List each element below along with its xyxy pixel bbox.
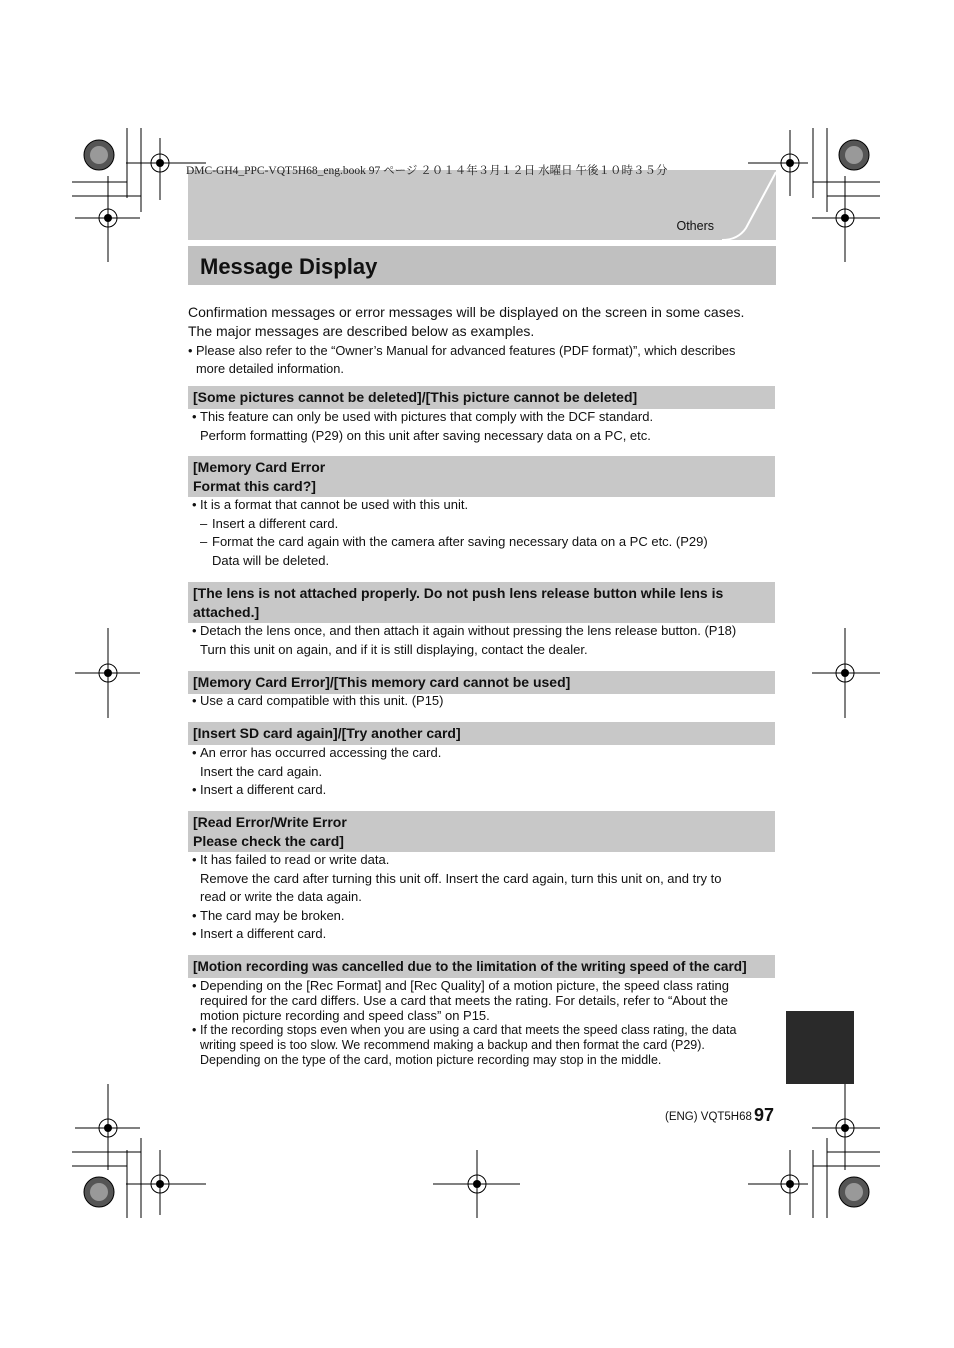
message-body-7 (192, 978, 778, 1068)
message-7-bullet-1: • Depending on the [Rec Format] and [Rec Quality] of a motion picture, the speed class rating (192, 978, 778, 993)
message-7-bullet-2-cont-2: Depending on the type of the card, motion picture recording may stop in the middle. (200, 1053, 662, 1067)
message-7-bullet-2: • If the recording stops even when you are using a card that meets the speed class rating, the data (192, 1023, 778, 1038)
note-line-1: • Please also refer to the “Owner’s Manual for advanced features (PDF format)”, which describes (188, 342, 780, 360)
message-6-bullet-1-cont-2: read or write the data again. (200, 889, 362, 904)
message-6-bullet-1-cont-1: Remove the card after turning this unit off. Insert the card again, turn this unit on, and try to (200, 870, 722, 886)
message-heading-6-line-1: [Read Error/Write Error (193, 814, 347, 830)
intro-note (188, 342, 780, 378)
message-3-bullet-1-cont: Turn this unit on again, and if it is still displaying, contact the dealer. (200, 641, 588, 657)
section-label: Others (676, 219, 714, 233)
message-heading-6-line-2: Please check the card] (193, 833, 344, 849)
intro-line-2: The major messages are described below as examples. (188, 323, 535, 339)
message-heading-2-line-2: Format this card?] (193, 478, 316, 494)
message-heading-3 (188, 582, 775, 623)
message-heading-3-line-1: [The lens is not attached properly. Do not push lens release button while lens is (193, 585, 724, 601)
page-title: Message Display (200, 254, 378, 279)
footer-model-code: (ENG) VQT5H68 (665, 1111, 752, 1123)
note-line-2: more detailed information. (196, 361, 344, 376)
message-heading-2-line-1: [Memory Card Error (193, 459, 326, 475)
message-5-bullet-1-cont: Insert the card again. (200, 763, 323, 779)
message-heading-2 (188, 456, 775, 497)
message-body-2 (192, 496, 778, 570)
chapter-side-tab (786, 1011, 854, 1084)
message-6-bullet-3: • Insert a different card. (192, 925, 778, 944)
message-2-bullet-1: • It is a format that cannot be used with this unit. (192, 496, 778, 515)
message-7-bullet-1-cont-2: motion picture recording and speed class” on P15. (200, 1008, 490, 1023)
header-corner-curve (722, 170, 778, 242)
message-7-bullet-1-cont-1: required for the card differs. Use a card that meets the rating. For details, refer to “About the (200, 993, 728, 1008)
message-body-4 (192, 692, 778, 711)
message-body-1 (192, 408, 778, 445)
message-6-bullet-1: • It has failed to read or write data. (192, 851, 778, 870)
message-heading-5: [Insert SD card again]/[Try another card] (188, 722, 775, 745)
message-5-bullet-2: • Insert a different card. (192, 781, 778, 800)
intro-line-1: Confirmation messages or error messages will be displayed on the screen in some cases. (188, 304, 745, 320)
message-heading-4: [Memory Card Error]/[This memory card cannot be used] (188, 671, 775, 694)
message-body-5 (192, 744, 778, 800)
message-7-bullet-2-cont-1: writing speed is too slow. We recommend making a backup and then format the card (P29). (200, 1038, 705, 1052)
message-4-bullet-1: • Use a card compatible with this unit. (P15) (192, 692, 778, 711)
message-5-bullet-1: • An error has occurred accessing the card. (192, 744, 778, 763)
message-2-dash-1: – Insert a different card. (192, 515, 778, 534)
page-number: 97 (754, 1105, 775, 1125)
message-body-6 (192, 851, 778, 944)
intro-text (188, 303, 780, 341)
message-2-dash-2: – Format the card again with the camera after saving necessary data on a PC etc. (P29) (192, 533, 778, 552)
message-6-bullet-2: • The card may be broken. (192, 907, 778, 926)
message-heading-7: [Motion recording was cancelled due to the limitation of the writing speed of the card] (188, 955, 775, 978)
message-heading-1: [Some pictures cannot be deleted]/[This picture cannot be deleted] (188, 386, 775, 409)
message-body-3 (192, 622, 778, 659)
message-heading-3-line-2: attached.] (193, 604, 260, 620)
file-info-header: DMC-GH4_PPC-VQT5H68_eng.book 97 ページ ２０１４年３月１２日 水曜日 午後１０時３５分 (186, 165, 668, 177)
message-2-dash-2-cont: Data will be deleted. (212, 552, 330, 568)
message-3-bullet-1: • Detach the lens once, and then attach it again without pressing the lens release button. (P18) (192, 622, 778, 641)
message-1-bullet-1: • This feature can only be used with pictures that comply with the DCF standard. (192, 408, 778, 427)
message-heading-6 (188, 811, 775, 852)
message-1-bullet-1-cont: Perform formatting (P29) on this unit after saving necessary data on a PC, etc. (200, 427, 651, 443)
